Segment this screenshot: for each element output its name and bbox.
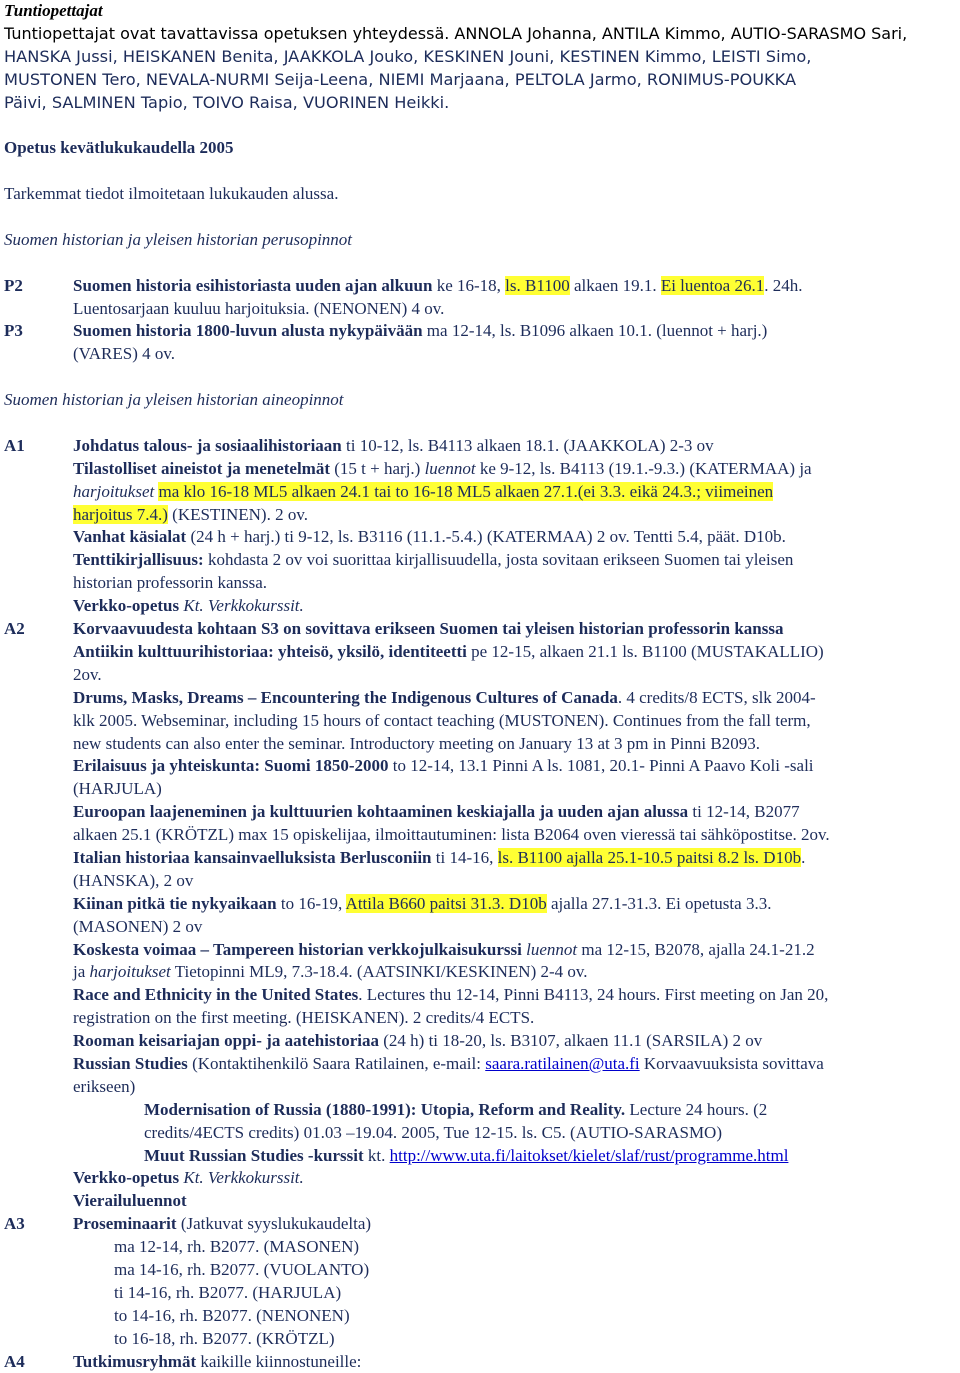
course-title: Erilaisuus ja yhteiskunta: Suomi 1850-2000 [73, 756, 389, 776]
course-text: credits/4ECTS credits) 01.03 –19.04. 2005, Tue 12-15. ls. C5. (AUTIO-SARASMO) [144, 1122, 722, 1142]
course-title: Verkko-opetus [73, 1168, 180, 1188]
course-text: ti 12-14, B2077 [688, 802, 800, 822]
course-text: ti 14-16, [431, 847, 498, 867]
course-group-a4 [4, 1351, 954, 1373]
highlight-text: ls. B1100 [505, 275, 570, 295]
course-text: . 24h. [764, 275, 803, 295]
document-page [4, 0, 954, 1373]
course-group-a1 [4, 435, 954, 618]
course-title: Suomen historia 1800-luvun alusta nykypäivään [73, 321, 423, 341]
course-title: Verkko-opetus [73, 596, 180, 616]
course-text-italic: Kt. Verkkokurssit. [179, 596, 304, 616]
course-text-italic: harjoitukset [89, 962, 171, 982]
section-heading-aineopinnot: Suomen historian ja yleisen historian aineopinnot [4, 390, 344, 410]
course-text: erikseen) [73, 1076, 136, 1096]
course-text: . 4 credits/8 ECTS, slk 2004- [617, 687, 816, 707]
course-text: alkaen 19.1. [569, 275, 661, 295]
course-title: Vanhat käsialat [73, 527, 187, 547]
semester-note: Tarkemmat tiedot ilmoitetaan lukukauden alussa. [4, 184, 339, 204]
course-group-a2 [4, 618, 954, 1213]
highlight-text: Ei luentoa 26.1 [660, 275, 765, 295]
course-title: Tenttikirjallisuus: [73, 550, 204, 570]
course-text: Tietopinni ML9, 7.3-18.4. (AATSINKI/KESKINEN) 2-4 ov. [170, 962, 588, 982]
course-title: Race and Ethnicity in the United States [73, 985, 359, 1005]
course-title: Russian Studies [73, 1053, 188, 1073]
guest-lectures-heading: Vierailuluennot [73, 1191, 187, 1211]
course-text: registration on the first meeting. (HEISKANEN). 2 credits/4 ECTS. [73, 1008, 535, 1028]
course-text: (24 h) ti 18-20, ls. B3107, alkaen 11.1 (SARSILA) 2 ov [379, 1031, 763, 1051]
seminar-group: to 16-18, rh. B2077. (KRÖTZL) [114, 1328, 335, 1348]
course-text: (KESTINEN). 2 ov. [167, 504, 308, 524]
course-code: A2 [4, 619, 25, 639]
course-title: Drums, Masks, Dreams – Encountering the Indigenous Cultures of Canada [73, 687, 618, 707]
course-group-a3 [4, 1213, 954, 1350]
course-title: Muut Russian Studies -kurssit [144, 1145, 364, 1165]
course-text-italic: luennot [526, 939, 578, 959]
intro-line: MUSTONEN Tero, NEVALA-NURMI Seija-Leena, NIEMI Marjaana, PELTOLA Jarmo, RONIMUS-POUKKA [4, 69, 797, 89]
course-code: A4 [4, 1351, 25, 1371]
course-title: Suomen historia esihistoriasta uuden ajan alkuun [73, 275, 433, 295]
course-title: Italian historiaa kansainvaelluksista Berlusconiin [73, 847, 432, 867]
course-text: ke 16-18, [432, 275, 506, 295]
course-text: (HARJULA) [73, 779, 162, 799]
course-text: kaikille kiinnostuneille: [196, 1351, 362, 1371]
intro-line: HANSKA Jussi, HEISKANEN Benita, JAAKKOLA Jouko, KESKINEN Jouni, KESTINEN Kimmo, LEISTI Simo, [4, 46, 812, 66]
course-text: Luentosarjaan kuuluu harjoituksia. (NENONEN) 4 ov. [73, 298, 445, 318]
course-text: ti 10-12, ls. B4113 alkaen 18.1. (JAAKKOLA) 2-3 ov [341, 435, 714, 455]
course-text-italic: Kt. Verkkokurssit. [179, 1168, 304, 1188]
course-code: P2 [4, 275, 23, 295]
seminar-group: ma 12-14, rh. B2077. (MASONEN) [114, 1237, 360, 1257]
course-text: Lecture 24 hours. (2 [625, 1099, 768, 1119]
course-title: Kiinan pitkä tie nykyaikaan [73, 893, 277, 913]
course-text: . [801, 847, 806, 867]
programme-link[interactable]: http://www.uta.fi/laitokset/kielet/slaf/rust/programme.html [389, 1145, 789, 1165]
course-code: A1 [4, 435, 25, 455]
course-title: Antiikin kulttuurihistoriaa: yhteisö, yksilö, identiteetti [73, 641, 467, 661]
course-text: (HANSKA), 2 ov [73, 870, 194, 890]
course-text: (VARES) 4 ov. [73, 344, 176, 364]
course-title: Koskesta voimaa – Tampereen historian verkkojulkaisukurssi [73, 939, 522, 959]
course-text: ma 12-15, B2078, ajalla 24.1-21.2 [577, 939, 815, 959]
course-text: historian professorin kanssa. [73, 573, 268, 593]
course-title: Tilastolliset aineistot ja menetelmät [73, 458, 331, 478]
highlight-text: Attila B660 paitsi 31.3. D10b [345, 893, 547, 913]
course-text: Korvaavuuksista sovittava [639, 1053, 824, 1073]
course-title: Johdatus talous- ja sosiaalihistoriaan [73, 435, 342, 455]
section-heading-perusopinnot: Suomen historian ja yleisen historian perusopinnot [4, 229, 353, 249]
a2-heading: Korvaavuudesta kohtaan S3 on sovittava erikseen Suomen tai yleisen historian professorin kanssa [73, 619, 784, 639]
course-text: 2ov. [73, 664, 102, 684]
course-text: (Jatkuvat syyslukukaudelta) [176, 1214, 372, 1234]
course-title: Euroopan laajeneminen ja kulttuurien kohtaaminen keskiajalla ja uuden ajan alussa [73, 802, 689, 822]
email-link[interactable]: saara.ratilainen@uta.fi [485, 1053, 640, 1073]
course-text: pe 12-15, alkaen 21.1 ls. B1100 (MUSTAKALLIO) [466, 641, 824, 661]
course-text: kohdasta 2 ov voi suorittaa kirjallisuudella, josta sovitaan erikseen Suomen tai yleisen [203, 550, 794, 570]
course-title: Tutkimusryhmät [73, 1351, 197, 1371]
course-text: kt. [363, 1145, 390, 1165]
seminar-group: ma 14-16, rh. B2077. (VUOLANTO) [114, 1259, 370, 1279]
course-text: (24 h + harj.) ti 9-12, ls. B3116 (11.1.-5.4.) (KATERMAA) 2 ov. Tentti 5.4, päät. D10b. [186, 527, 786, 547]
course-text: klk 2005 [73, 710, 133, 730]
course-text: alkaen 25.1 (KRÖTZL) max 15 opiskelijaa, ilmoittautuminen: lista B2064 oven vieressä tai sähköpostitse. 2ov. [73, 825, 830, 845]
course-text: ja [73, 962, 90, 982]
course-text: new students can also enter the seminar. Introductory meeting on January 13 at 3 pm in Pinni B2093. [73, 733, 760, 753]
course-text: ajalla 27.1-31.3. Ei opetusta 3.3. [546, 893, 772, 913]
page-title: Tuntiopettajat [4, 1, 103, 20]
course-code: P3 [4, 321, 23, 341]
course-text-italic: luennot [424, 458, 476, 478]
semester-heading: Opetus kevätlukukaudella 2005 [4, 138, 234, 158]
seminar-group: ti 14-16, rh. B2077. (HARJULA) [114, 1282, 342, 1302]
course-text: to 16-19, [276, 893, 346, 913]
course-text: ma 12-14, ls. B1096 alkaen 10.1. (luennot + harj.) [422, 321, 768, 341]
intro-line: Tuntiopettajat ovat tavattavissa opetuksen yhteydessä. ANNOLA Johanna, ANTILA Kimmo, AUTIO-SARASMO Sari, [4, 23, 908, 43]
course-text: (15 t + harj.) [330, 458, 425, 478]
highlight-text: ls. B1100 ajalla 25.1-10.5 paitsi 8.2 ls. D10b [497, 847, 802, 867]
course-code: A3 [4, 1214, 25, 1234]
seminar-group: to 14-16, rh. B2077. (NENONEN) [114, 1305, 350, 1325]
course-title: Modernisation of Russia (1880-1991): Utopia, Reform and Reality. [144, 1099, 626, 1119]
course-text: to 12-14, 13.1 Pinni A ls. 1081, 20.1- Pinni A Paavo Koli -sali [388, 756, 814, 776]
course-text: ke 9-12, ls. B4113 (19.1.-9.3.) (KATERMAA) ja [475, 458, 812, 478]
course-text-italic: harjoitukset [73, 481, 155, 501]
course-title: Rooman keisariajan oppi- ja aatehistoriaa [73, 1031, 379, 1051]
course-text: . Lectures thu 12-14, Pinni B4113, 24 hours. First meeting on Jan 20, [358, 985, 829, 1005]
course-p2 [4, 275, 954, 321]
intro-line: Päivi, SALMINEN Tapio, TOIVO Raisa, VUORINEN Heikki. [4, 92, 450, 112]
course-text: (Kontaktihenkilö Saara Ratilainen, e-mail: [187, 1053, 486, 1073]
course-text: . Webseminar, including 15 hours of contact teaching (MUSTONEN). Continues from the fall term, [132, 710, 811, 730]
course-p3 [4, 320, 954, 366]
course-text: (MASONEN) 2 ov [73, 916, 203, 936]
highlight-text: harjoitus 7.4.) [73, 504, 168, 524]
course-title: Proseminaarit [73, 1214, 177, 1234]
highlight-text: ma klo 16-18 ML5 alkaen 24.1 tai to 16-18 ML5 alkaen 27.1.(ei 3.3. eikä 24.3.; viimeinen [158, 481, 774, 501]
